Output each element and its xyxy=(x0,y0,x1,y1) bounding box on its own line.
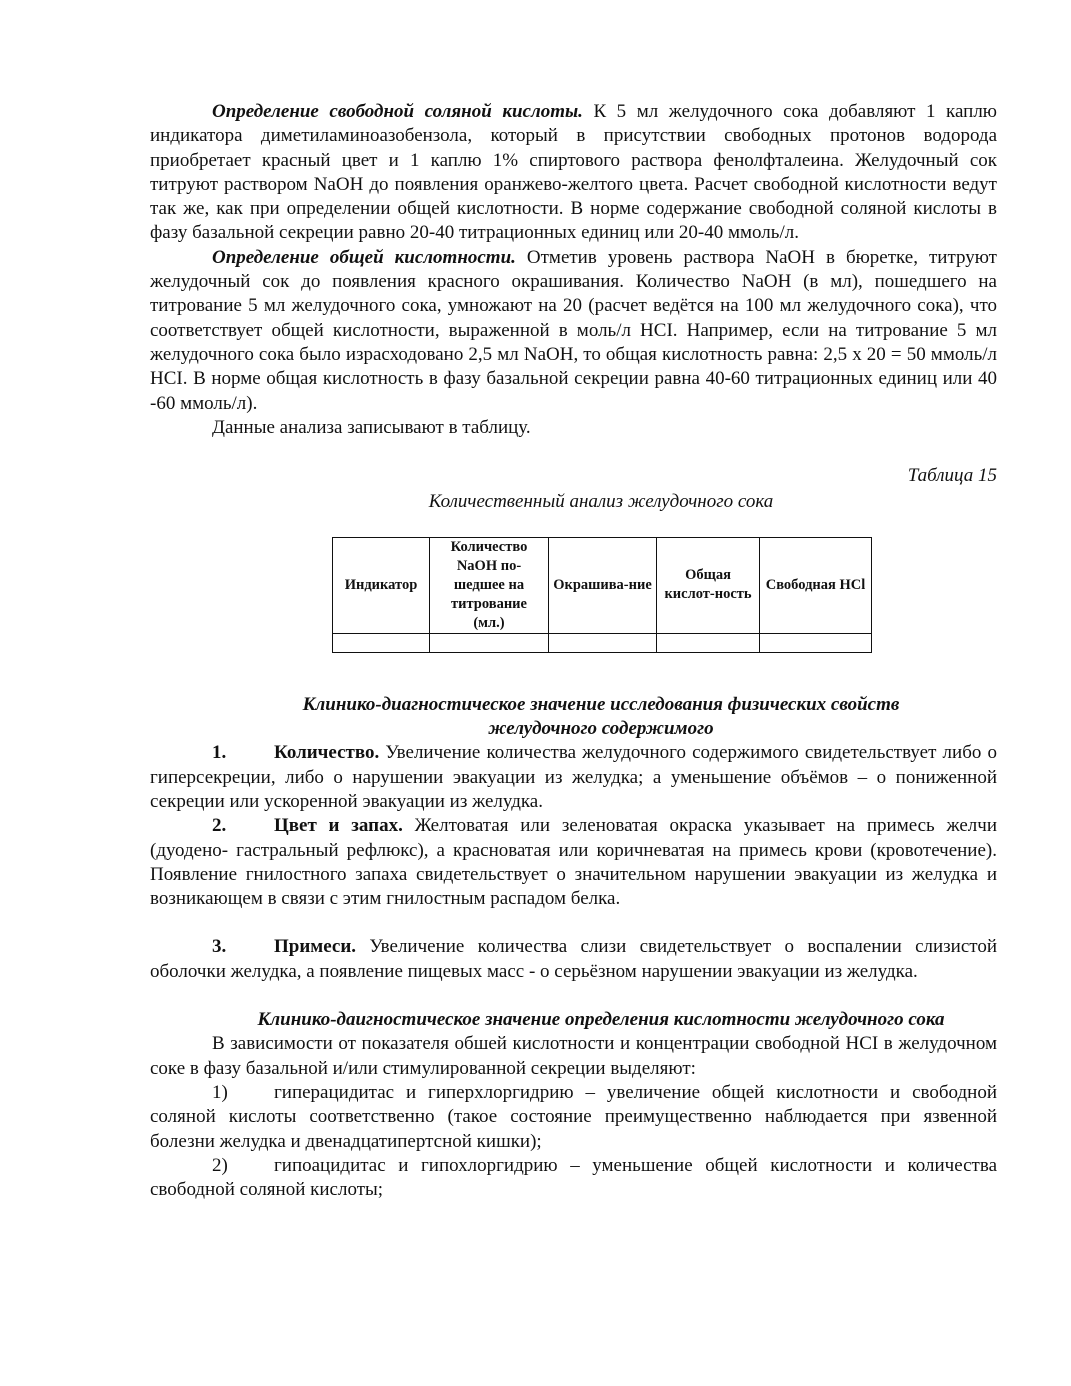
list-item xyxy=(150,935,997,984)
table-wrapper xyxy=(150,537,997,653)
section-title-acidity: Клинико-даигностическое значение определения кислотности желудочного сока xyxy=(257,1009,945,1031)
list-item-number: 2. xyxy=(212,815,227,837)
paragraph-text: К 5 мл желудочного сока добавляют 1 каплю индикатора диметиламиноазобензола, который в присутствии свободных протонов водорода приобретает красный цвет и 1 каплю 1% спиртового раствора фенолфталеина. Желудочный сок титруют раствором NaOH до появления оранжево-желтого цвета. Расчет свободной кислотности ведут так же, как при определении общей кислотности. В норме содержание свободной соляной кислоты в фазу базальной секреции равно 20-40 титрационных единиц или 20-40 ммоль/л. xyxy=(150,101,997,244)
list-item xyxy=(150,814,997,911)
list-item-text: Увеличение количества слизи свидетельствует о воспалении слизистой оболочки желудка, а появление пищевых масс - о серьёзном нарушении эвакуации из желудка. xyxy=(150,936,997,982)
section-title-line: Клинико-диагностическое значение исследования физических свойств xyxy=(302,693,900,715)
analysis-table xyxy=(332,537,872,653)
list-item-text: Желтоватая или зеленоватая окраска указывает на примесь желчи (дуодено- гастральный рефлюкс), а красноватая или коричневатая на примесь крови (кровотечение). Появление гнилостного запаха свидетельствует о значительном нарушении эвакуации из желудка и возникающем в связи с этим гнилостным распадом белка. xyxy=(150,815,997,910)
list-item-heading: Примеси. xyxy=(274,936,357,958)
header-color: Окрашива-ние xyxy=(549,537,657,633)
table-title: Количественный анализ желудочного сока xyxy=(428,491,774,513)
table-cell xyxy=(430,633,549,652)
list-item-heading: Цвет и запах. xyxy=(274,815,403,837)
table-number: Таблица 15 xyxy=(907,465,997,487)
list-item-text: Увеличение количества желудочного содержимого свидетельствует либо о гиперсекреции, либо о нарушении эвакуации из желудка; а уменьшение объёмов – о пониженной секреции или ускоренной эвакуации из желудка. xyxy=(150,742,997,812)
paragraph-total-acidity xyxy=(150,246,997,416)
header-indicator: Индикатор xyxy=(333,537,430,633)
paragraph-table-intro: Данные анализа записывают в таблицу. xyxy=(212,416,531,438)
section-title-line: желудочного содержимого xyxy=(488,718,714,740)
paragraph-heading: Определение общей кислотности. xyxy=(212,246,516,268)
table-cell xyxy=(549,633,657,652)
list-item xyxy=(150,1154,997,1203)
paragraph-acidity-intro: В зависимости от показателя обшей кислотности и концентрации свободной HCI в желудочном соке в фазу базальной и/или стимулированной секреции выделяют: xyxy=(150,1033,997,1079)
header-free-hcl: Свободная HCl xyxy=(760,537,872,633)
list-item-number: 1. xyxy=(212,742,227,764)
table-header-row xyxy=(333,537,872,633)
header-naoh: Количество NaOH по-шедшее на титрование (мл.) xyxy=(430,537,549,633)
table-row xyxy=(333,633,872,652)
list-item-number: 1) xyxy=(212,1081,228,1103)
section-title-physical xyxy=(150,693,997,742)
paragraph-heading: Определение свободной соляной кислоты. xyxy=(212,101,583,122)
list-item-text: гиперацидитас и гиперхлоргидрию – увеличение общей кислотности и свободной соляной кислоты соответственно (такое состояние преимущественно наблюдается при язвенной болезни желудка и двенадцатипертсной кишки); xyxy=(150,1081,997,1152)
table-cell xyxy=(657,633,760,652)
table-cell xyxy=(333,633,430,652)
list-item-text: гипоацидитас и гипохлоргидрию – уменьшение общей кислотности и количества свободной соляной кислоты; xyxy=(150,1154,997,1201)
table-cell xyxy=(760,633,872,652)
list-item-number: 2) xyxy=(212,1154,228,1176)
list-item xyxy=(150,741,997,814)
list-item-number: 3. xyxy=(212,936,227,958)
list-item-heading: Количество. xyxy=(274,742,380,764)
paragraph-free-hcl xyxy=(150,100,997,246)
document-page xyxy=(150,100,997,1202)
list-item xyxy=(150,1081,997,1154)
paragraph-text: Отметив уровень раствора NaOH в бюретке, титруют желудочный сок до появления красного окрашивания. Количество NaOH (в мл), пошедшего на титрование 5 мл желудочного сока, умножают на 20 (расчет ведётся на 100 мл желудочного сока), что соответствует общей кислотности, выраженной в моль/л HCI. Например, если на титрование 5 мл желудочного сока было израсходовано 2,5 мл NaOH, то общая кислотность равна: 2,5 х 20 = 50 ммоль/л HCI. В норме общая кислотность в фазу базальной секреции равна 40-60 титрационных единиц или 40 -60 ммоль/л). xyxy=(150,246,997,414)
header-total-acidity: Общая кислот-ность xyxy=(657,537,760,633)
